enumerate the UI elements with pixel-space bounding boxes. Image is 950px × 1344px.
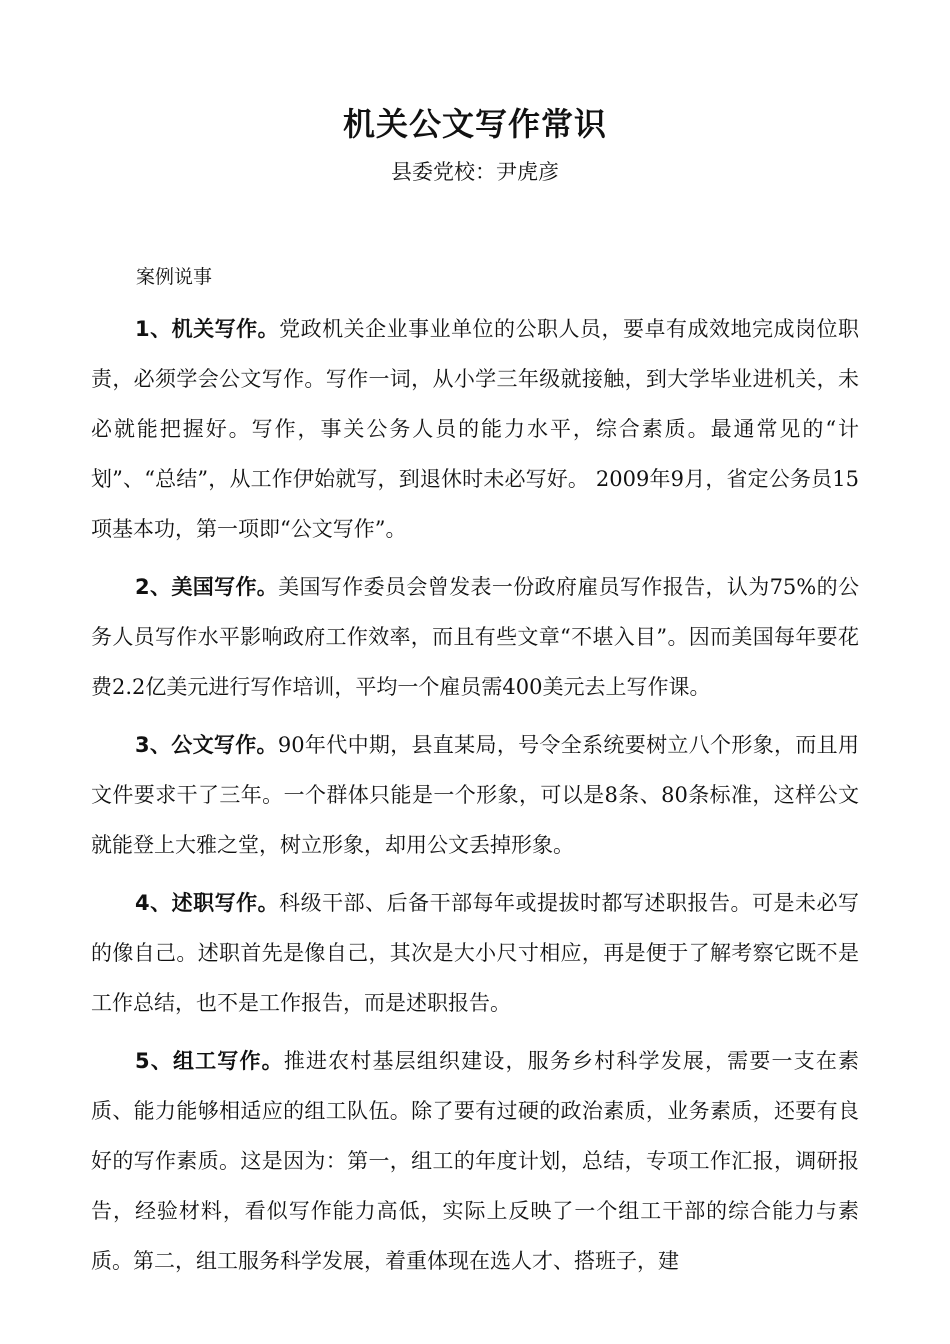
section-label: 案例说事: [136, 266, 213, 288]
paragraph-heading: 4、述职写作。: [135, 891, 280, 915]
paragraph-heading: 1、机关写作。: [135, 317, 280, 341]
paragraph-text: 90年代中期，县直某局，号令全系统要树立八个形象，而且用文件要求干了三年。一个群体只能是一个形象，可以是8条、80条标准，这样公文就能登上大雅之堂，树立形象，却用公文丢掉形象。: [91, 733, 859, 857]
paragraph-text: 党政机关企业事业单位的公职人员，要卓有成效地完成岗位职责，必须学会公文写作。写作一词，从小学三年级就接触，到大学毕业进机关，未必就能把握好。写作，事关公务人员的能力水平，综合素质。最通常见的“计划”、“总结”，从工作伊始就写，到退休时未必写好。 2009年9月，省定公务员15项基本功，第一项即“公文写作”。: [91, 317, 859, 541]
document-title: 机关公文写作常识: [342, 105, 607, 143]
paragraph-5: [91, 1036, 859, 1286]
paragraph-1: [91, 304, 859, 554]
paragraph-heading: 5、组工写作。: [135, 1049, 284, 1073]
paragraph-2: [91, 562, 859, 712]
paragraph-text: 美国写作委员会曾发表一份政府雇员写作报告，认为75%的公务人员写作水平影响政府工作效率，而且有些文章“不堪入目”。因而美国每年要花费2.2亿美元进行写作培训，平均一个雇员需400美元去上写作课。: [91, 575, 859, 699]
paragraph-4: [91, 878, 859, 1028]
paragraph-text: 推进农村基层组织建设，服务乡村科学发展，需要一支在素质、能力能够相适应的组工队伍。除了要有过硬的政治素质，业务素质，还要有良好的写作素质。这是因为：第一，组工的年度计划，总结，专项工作汇报，调研报告，经验材料，看似写作能力高低，实际上反映了一个组工干部的综合能力与素质。第二，组工服务科学发展，着重体现在选人才、搭班子，建: [91, 1049, 859, 1273]
paragraph-3: [91, 720, 859, 870]
paragraph-text: 科级干部、后备干部每年或提拔时都写述职报告。可是未必写的像自己。述职首先是像自己，其次是大小尺寸相应，再是便于了解考察它既不是工作总结，也不是工作报告，而是述职报告。: [91, 891, 859, 1015]
paragraph-heading: 3、公文写作。: [135, 733, 278, 757]
document-author: 县委党校：尹虎彦: [391, 160, 559, 184]
document-body: [91, 304, 859, 1294]
paragraph-heading: 2、美国写作。: [135, 575, 279, 599]
